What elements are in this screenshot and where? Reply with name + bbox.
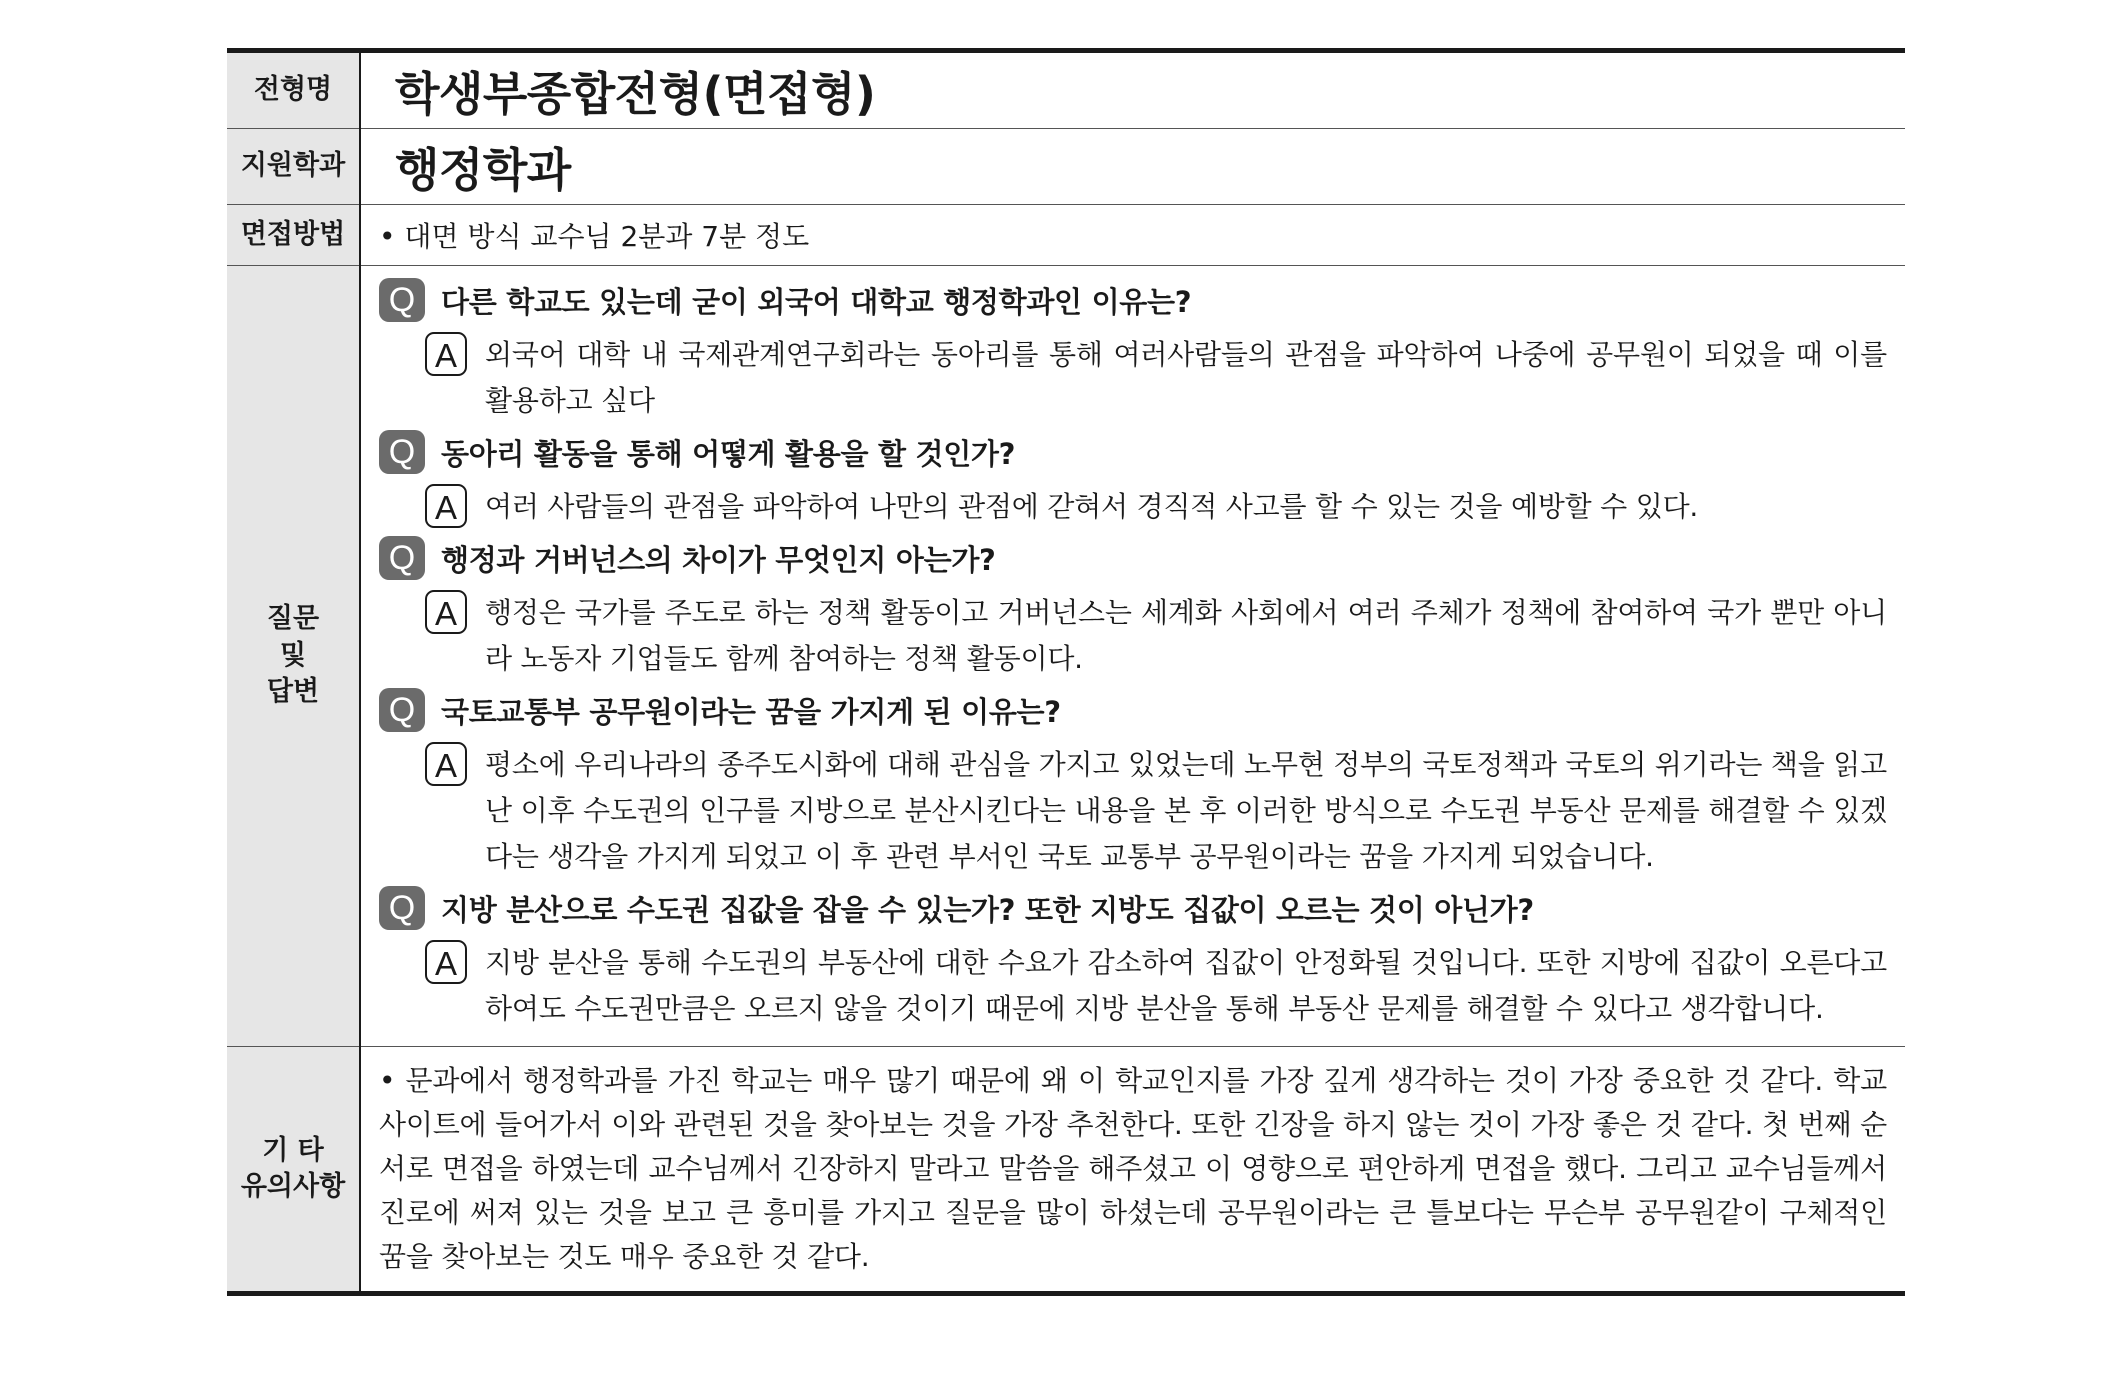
answer-text: 행정은 국가를 주도로 하는 정책 활동이고 거버넌스는 세계화 사회에서 여러 주체가 정책에 참여하여 국가 뿐만 아니라 노동자 기업들도 함께 참여하는 정책 활동이다.	[485, 596, 1887, 675]
admission-type-value: 학생부종합전형(면접형)	[395, 66, 876, 121]
answer-badge-icon: A	[425, 742, 467, 786]
question-item	[379, 886, 1887, 930]
row-notes	[227, 1047, 1905, 1294]
question-text: 동아리 활동을 통해 어떻게 활용을 할 것인가?	[441, 436, 1016, 471]
answer-badge-icon: A	[425, 940, 467, 984]
answer-item	[425, 940, 1887, 1032]
row-department	[227, 129, 1905, 205]
answer-item	[425, 484, 1887, 530]
admission-type-label: 전형명	[227, 51, 360, 129]
answer-item	[425, 742, 1887, 880]
question-item	[379, 688, 1887, 732]
department-value: 행정학과	[360, 129, 1905, 205]
question-badge-icon: Q	[379, 430, 425, 474]
question-item	[379, 536, 1887, 580]
qa-label-line-1: 질문	[266, 603, 320, 635]
interview-method-label: 면접방법	[227, 205, 360, 266]
department-label: 지원학과	[227, 129, 360, 205]
interview-method-value: • 대면 방식 교수님 2분과 7분 정도	[360, 205, 1905, 266]
answer-item	[425, 590, 1887, 682]
answer-item	[425, 332, 1887, 424]
answer-text: 외국어 대학 내 국제관계연구회라는 동아리를 통해 여러사람들의 관점을 파악하여 나중에 공무원이 되었을 때 이를 활용하고 싶다	[485, 338, 1887, 417]
notes-label-line-1: 기 타	[262, 1134, 324, 1166]
record-table	[227, 48, 1905, 1296]
answer-text: 여러 사람들의 관점을 파악하여 나만의 관점에 갇혀서 경직적 사고를 할 수 있는 것을 예방할 수 있다.	[485, 490, 1699, 523]
question-item	[379, 278, 1887, 322]
question-badge-icon: Q	[379, 688, 425, 732]
question-badge-icon: Q	[379, 886, 425, 930]
question-item	[379, 430, 1887, 474]
answer-badge-icon: A	[425, 590, 467, 634]
question-badge-icon: Q	[379, 278, 425, 322]
notes-text: • 문과에서 행정학과를 가진 학교는 매우 많기 때문에 왜 이 학교인지를 가장 깊게 생각하는 것이 가장 중요한 것 같다. 학교 사이트에 들어가서 이와 관련된 것을 찾아보는 것을 가장 추천한다. 또한 긴장을 하지 않는 것이 가장 좋은 것 같다. 첫 번째 순서로 면접을 하였는데 교수님께서 긴장하지 말라고 말씀을 해주셨고 이 영향으로 편안하게 면접을 했다. 그리고 교수님들께서 진로에 써져 있는 것을 보고 큰 흥미를 가지고 질문을 많이 하셨는데 공무원이라는 큰 틀보다는 무슨부 공무원같이 구체적인 꿈을 찾아보는 것도 매우 중요한 것 같다.	[360, 1047, 1905, 1294]
question-badge-icon: Q	[379, 536, 425, 580]
row-admission-type	[227, 51, 1905, 129]
qa-label	[227, 266, 360, 1047]
answer-text: 평소에 우리나라의 종주도시화에 대해 관심을 가지고 있었는데 노무현 정부의 국토정책과 국토의 위기라는 책을 읽고 난 이후 수도권의 인구를 지방으로 분산시킨다는 내용을 본 후 이러한 방식으로 수도권 부동산 문제를 해결할 수 있겠다는 생각을 가지게 되었고 이 후 관련 부서인 국토 교통부 공무원이라는 꿈을 가지게 되었습니다.	[485, 748, 1887, 873]
notes-label	[227, 1047, 360, 1294]
question-text: 국토교통부 공무원이라는 꿈을 가지게 된 이유는?	[441, 694, 1061, 729]
question-text: 행정과 거버넌스의 차이가 무엇인지 아는가?	[441, 542, 996, 577]
question-text: 다른 학교도 있는데 굳이 외국어 대학교 행정학과인 이유는?	[441, 284, 1192, 319]
qa-label-line-3: 답변	[266, 676, 320, 708]
qa-label-line-2: 및	[279, 639, 307, 671]
question-text: 지방 분산으로 수도권 집값을 잡을 수 있는가? 또한 지방도 집값이 오르는 것이 아닌가?	[441, 892, 1534, 927]
qa-list	[360, 266, 1905, 1047]
notes-label-line-2: 유의사항	[240, 1171, 346, 1202]
row-interview-method	[227, 205, 1905, 266]
interview-record-table	[227, 48, 1905, 1296]
answer-badge-icon: A	[425, 332, 467, 376]
answer-text: 지방 분산을 통해 수도권의 부동산에 대한 수요가 감소하여 집값이 안정화될 것입니다. 또한 지방에 집값이 오른다고 하여도 수도권만큼은 오르지 않을 것이기 때문에 지방 분산을 통해 부동산 문제를 해결할 수 있다고 생각합니다.	[485, 946, 1887, 1025]
answer-badge-icon: A	[425, 484, 467, 528]
row-questions-answers	[227, 266, 1905, 1047]
